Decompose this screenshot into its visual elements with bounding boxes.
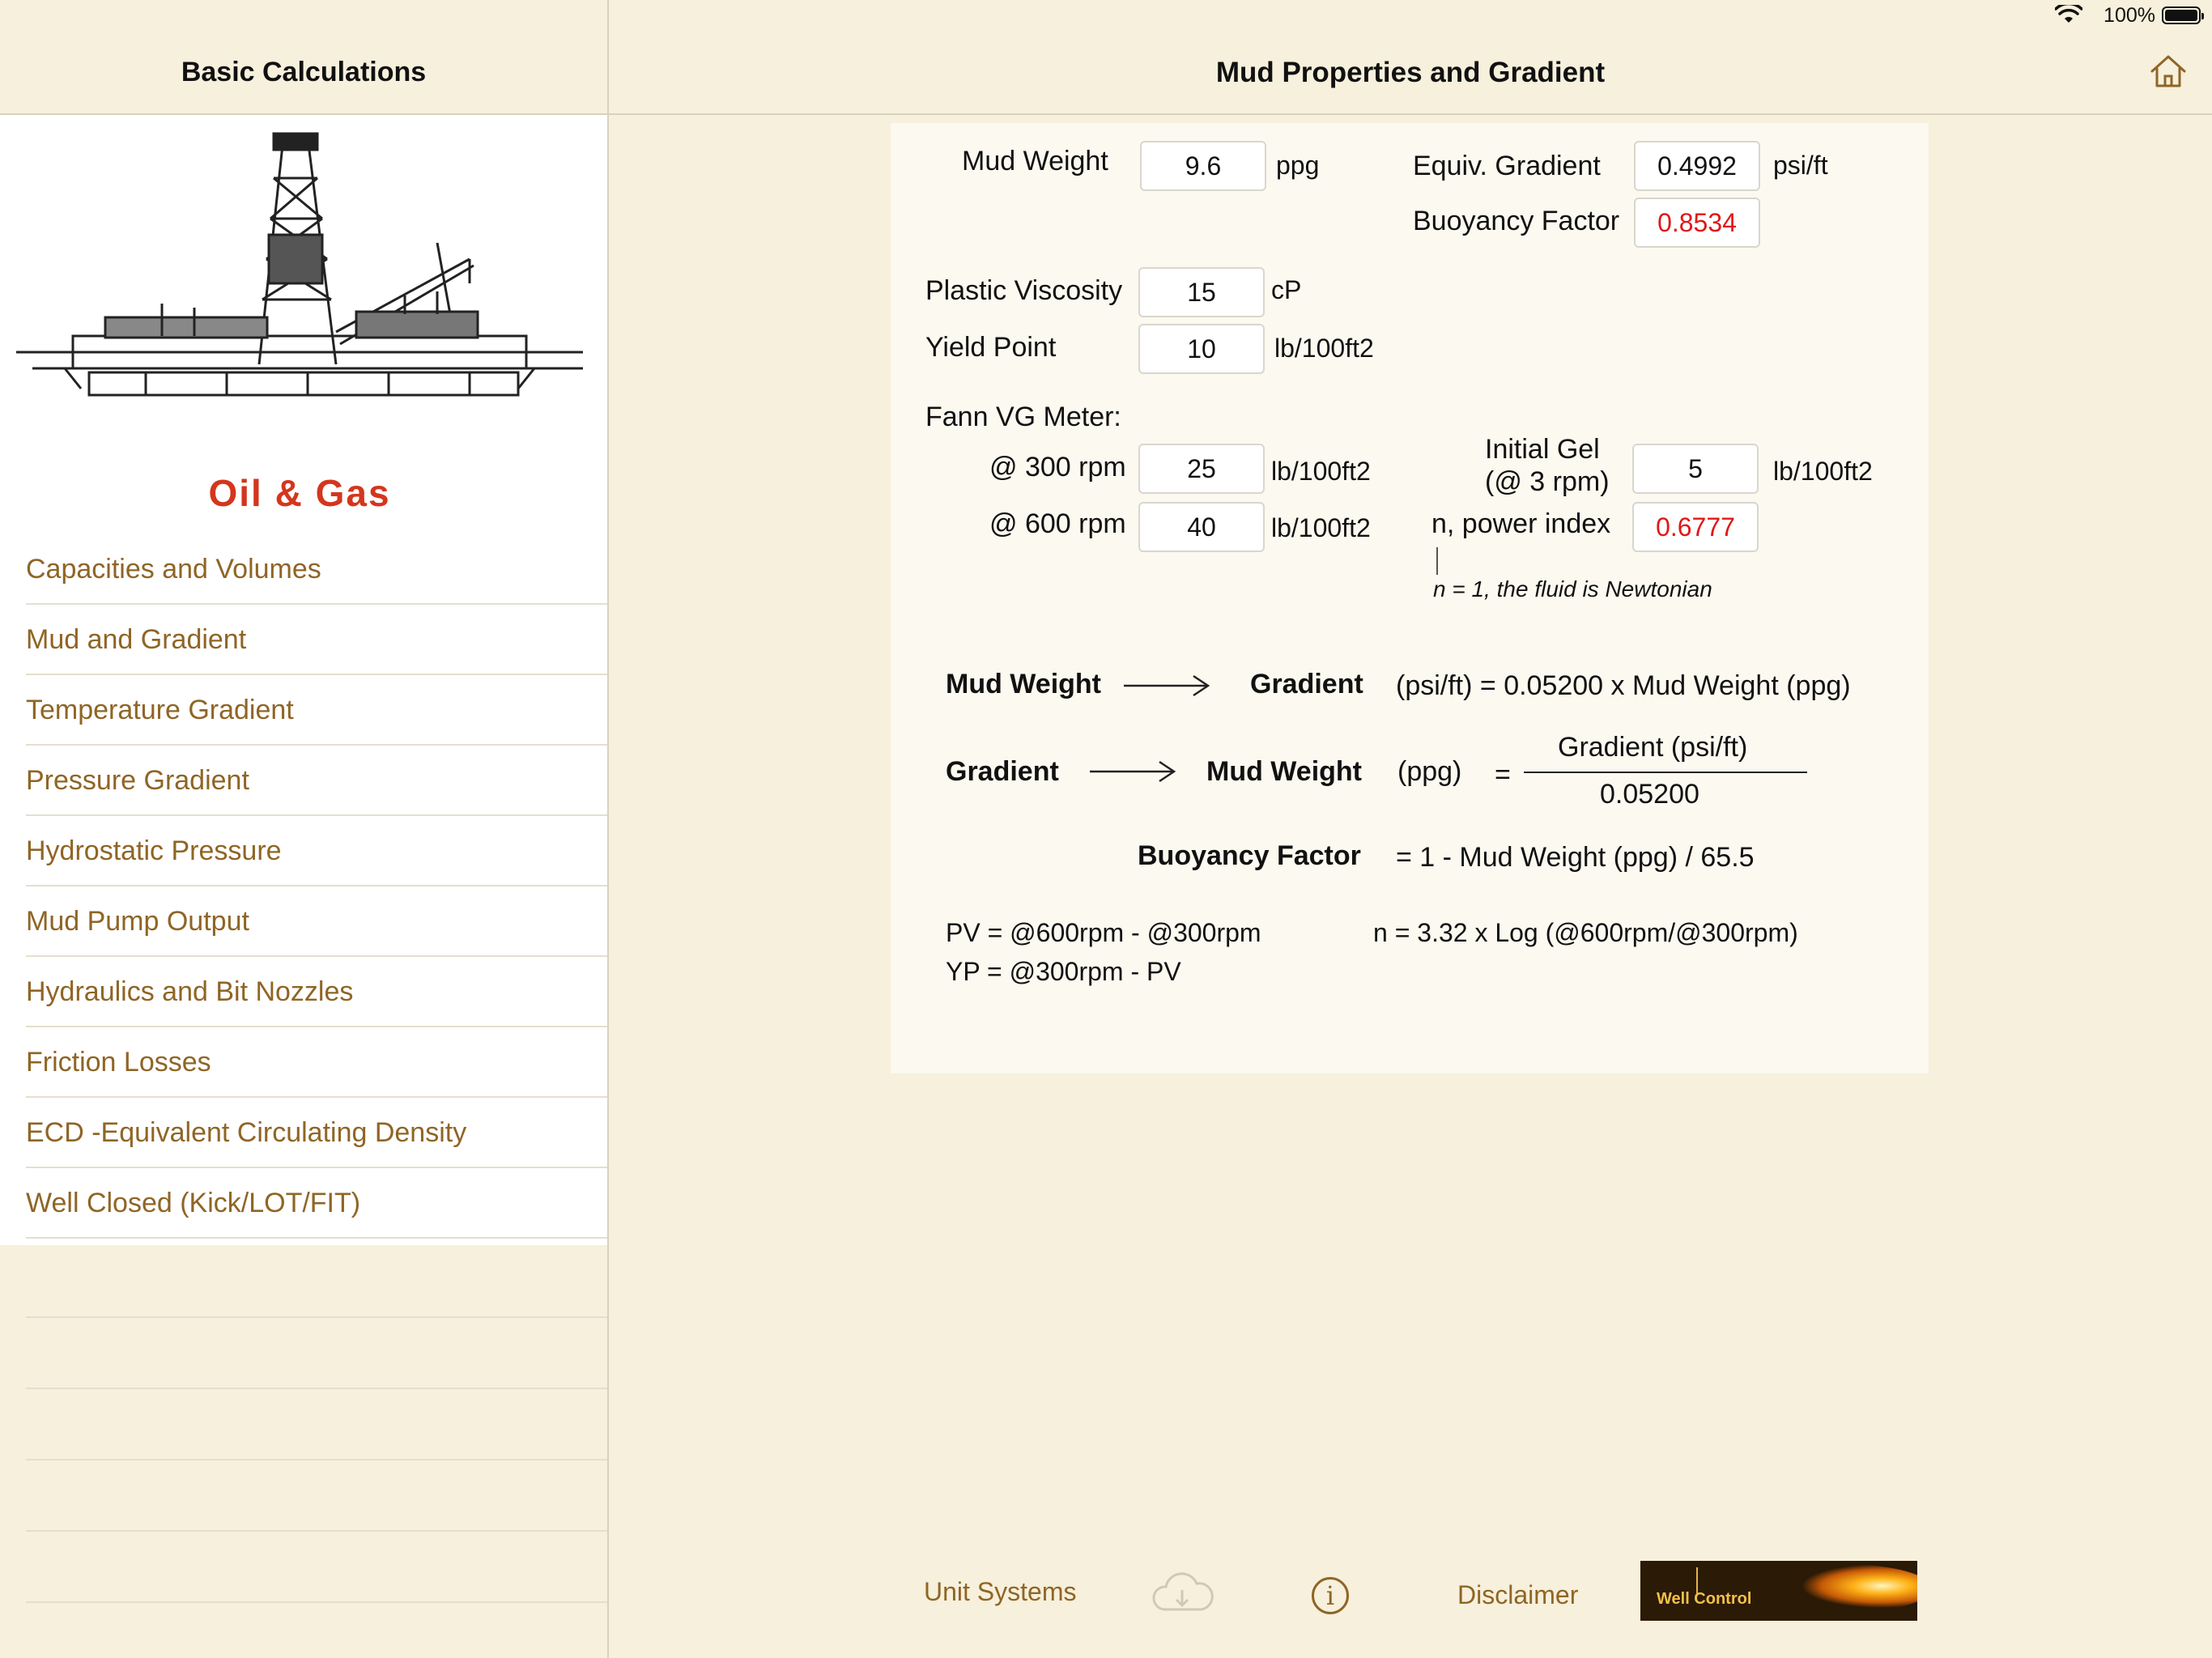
- fraction-bar: [1524, 772, 1807, 773]
- n-formula: n = 3.32 x Log (@600rpm/@300rpm): [1373, 918, 1798, 947]
- plastic-viscosity-input[interactable]: 15: [1138, 267, 1265, 317]
- formula1-left: Mud Weight: [946, 669, 1101, 699]
- logo-text: Well Control: [1657, 1590, 1752, 1608]
- equiv-gradient-unit: psi/ft: [1773, 151, 1828, 180]
- buoyancy-factor-output: 0.8534: [1634, 198, 1760, 248]
- rpm300-label: @ 300 rpm: [989, 452, 1126, 483]
- yield-point-input[interactable]: 10: [1138, 324, 1265, 374]
- well-control-logo[interactable]: [1640, 1561, 1917, 1621]
- formula2-numerator: Gradient (psi/ft): [1558, 732, 1748, 763]
- rig-caption: Oil & Gas: [208, 472, 391, 514]
- rpm600-unit: lb/100ft2: [1271, 513, 1371, 542]
- wifi-icon: [2055, 5, 2082, 24]
- initial-gel-unit: lb/100ft2: [1773, 457, 1873, 486]
- battery-percent: 100%: [2104, 4, 2155, 27]
- sidebar-item-mud-pump-output[interactable]: Mud Pump Output: [26, 886, 607, 957]
- sidebar-menu: [26, 534, 607, 1239]
- main-header: [609, 32, 2212, 115]
- initial-gel-input[interactable]: 5: [1632, 444, 1759, 494]
- sidebar-item-pressure-gradient[interactable]: Pressure Gradient: [26, 746, 607, 816]
- home-icon[interactable]: [2149, 52, 2188, 91]
- empty-row: [26, 1460, 607, 1532]
- newtonian-note: n = 1, the fluid is Newtonian: [1433, 576, 1712, 602]
- empty-row: [26, 1389, 607, 1460]
- power-index-output: 0.6777: [1632, 502, 1759, 552]
- arrow-right-icon: [1090, 759, 1177, 784]
- sidebar-item-hydraulics-bit-nozzles[interactable]: Hydraulics and Bit Nozzles: [26, 957, 607, 1027]
- sidebar-item-mud-gradient[interactable]: Mud and Gradient: [26, 605, 607, 675]
- sidebar-header: [0, 32, 607, 115]
- rpm300-unit: lb/100ft2: [1271, 457, 1371, 486]
- empty-row: [26, 1532, 607, 1603]
- page-title: Mud Properties and Gradient: [1215, 57, 1606, 88]
- formula1-expression: (psi/ft) = 0.05200 x Mud Weight (ppg): [1396, 670, 1851, 701]
- mud-weight-input[interactable]: 9.6: [1140, 141, 1266, 191]
- buoyancy-factor-label: Buoyancy Factor: [1413, 206, 1620, 236]
- formula3-expression: = 1 - Mud Weight (ppg) / 65.5: [1396, 842, 1755, 873]
- yield-point-label: Yield Point: [925, 332, 1057, 363]
- plastic-viscosity-label: Plastic Viscosity: [925, 275, 1123, 306]
- arrow-right-icon: [1124, 674, 1211, 698]
- mud-weight-label: Mud Weight: [962, 146, 1108, 176]
- cloud-download-icon[interactable]: [1148, 1571, 1216, 1616]
- formula3-label: Buoyancy Factor: [1138, 840, 1361, 871]
- initial-gel-label: Initial Gel: [1485, 434, 1600, 465]
- sidebar-item-well-closed[interactable]: Well Closed (Kick/LOT/FIT): [26, 1168, 607, 1239]
- unit-systems-link[interactable]: Unit Systems: [924, 1577, 1077, 1606]
- sidebar-empty-rows: [26, 1247, 607, 1603]
- plastic-viscosity-unit: cP: [1271, 275, 1302, 304]
- sidebar: [0, 0, 609, 1658]
- info-icon[interactable]: i: [1312, 1577, 1349, 1614]
- empty-row: [26, 1318, 607, 1389]
- sidebar-item-friction-losses[interactable]: Friction Losses: [26, 1027, 607, 1098]
- initial-gel-sublabel: (@ 3 rpm): [1485, 466, 1610, 497]
- rpm600-input[interactable]: 40: [1138, 502, 1265, 552]
- battery-icon: [2162, 6, 2201, 24]
- power-index-label: n, power index: [1431, 508, 1611, 539]
- formula2-denominator: 0.05200: [1600, 779, 1699, 810]
- formula1-right: Gradient: [1250, 669, 1363, 699]
- formula2-equals: =: [1495, 759, 1511, 790]
- mud-weight-unit: ppg: [1276, 151, 1320, 180]
- sidebar-item-ecd[interactable]: ECD -Equivalent Circulating Density: [26, 1098, 607, 1168]
- fann-meter-label: Fann VG Meter:: [925, 402, 1121, 432]
- rpm300-input[interactable]: 25: [1138, 444, 1265, 494]
- equiv-gradient-label: Equiv. Gradient: [1413, 151, 1601, 181]
- yield-point-unit: lb/100ft2: [1274, 334, 1374, 363]
- disclaimer-link[interactable]: Disclaimer: [1457, 1580, 1579, 1609]
- equiv-gradient-output: 0.4992: [1634, 141, 1760, 191]
- sidebar-item-temperature-gradient[interactable]: Temperature Gradient: [26, 675, 607, 746]
- formula2-unit: (ppg): [1397, 756, 1462, 787]
- formula2-left: Gradient: [946, 756, 1059, 787]
- drilling-rig-image: [16, 130, 599, 461]
- note-connector: [1436, 547, 1438, 575]
- pv-formula: PV = @600rpm - @300rpm: [946, 918, 1261, 947]
- formula2-right: Mud Weight: [1206, 756, 1362, 787]
- rpm600-label: @ 600 rpm: [989, 508, 1126, 539]
- sidebar-item-hydrostatic-pressure[interactable]: Hydrostatic Pressure: [26, 816, 607, 886]
- yp-formula: YP = @300rpm - PV: [946, 957, 1181, 986]
- sidebar-item-capacities-volumes[interactable]: Capacities and Volumes: [26, 534, 607, 605]
- sidebar-title: Basic Calculations: [181, 57, 427, 87]
- empty-row: [26, 1247, 607, 1318]
